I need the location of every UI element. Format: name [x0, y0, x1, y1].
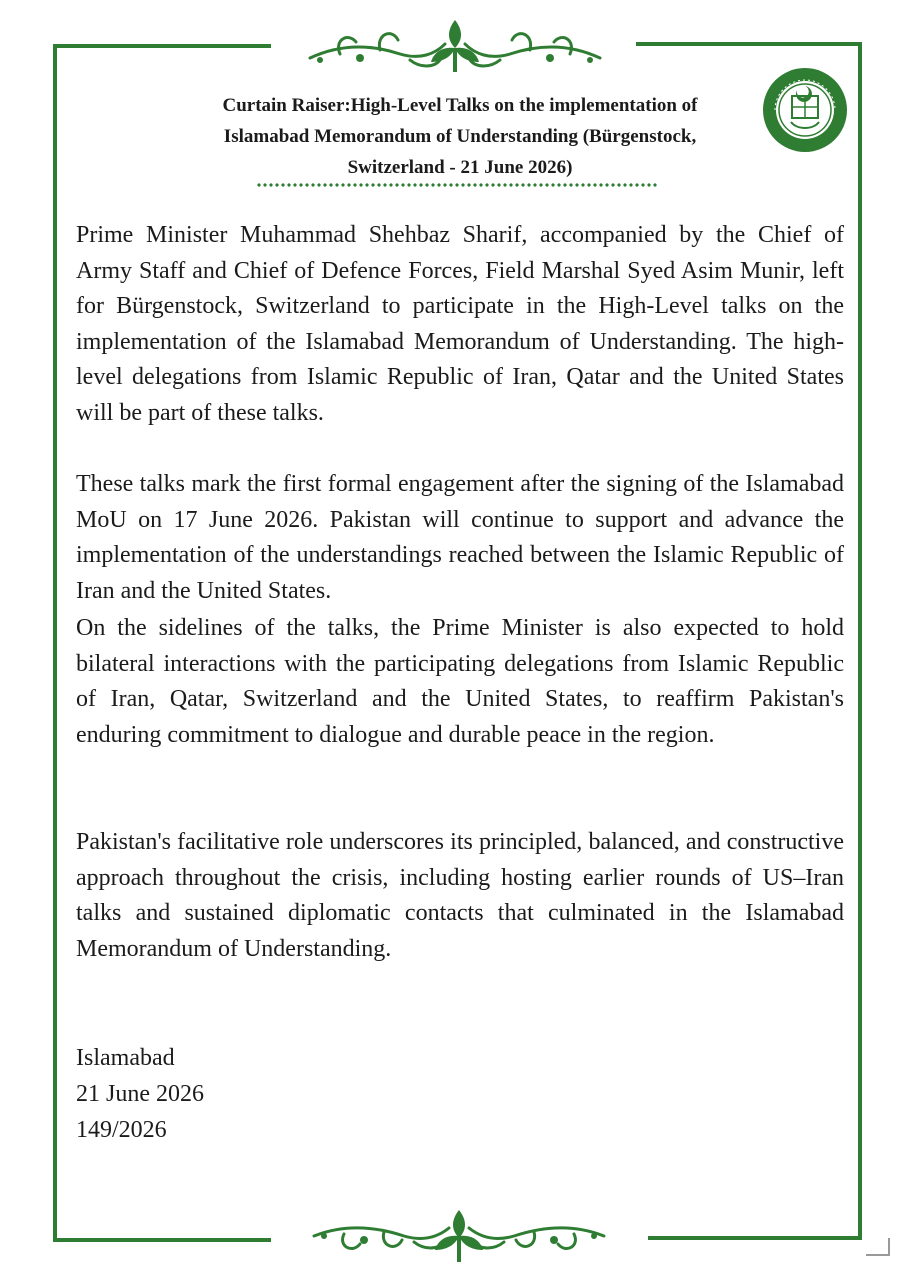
- frame-top-right: [636, 42, 862, 46]
- paragraph: These talks mark the first formal engagement after the signing of the Islamabad MoU on 17 June 2026. Pakistan will continue to support and advance the implementation of the understandings reached between the Islamic Republic of Iran and the United States.: [76, 471, 844, 604]
- title-line: Islamabad Memorandum of Understanding (Bürgenstock,: [223, 126, 697, 147]
- title-line: Switzerland - 21 June 2026): [347, 157, 573, 178]
- floral-ornament-icon: [304, 1206, 614, 1270]
- frame-bottom-right: [648, 1236, 862, 1240]
- paragraph: Pakistan's facilitative role underscores its principled, balanced, and constructive approach throughout the crisis, including hosting earlier rounds of US–Iran talks and sustained diplomatic contacts that culminated in the Islamabad Memorandum of Understanding.: [76, 829, 844, 962]
- paragraph: On the sidelines of the talks, the Prime Minister is also expected to hold bilateral interactions with the participating delegations from Islamic Republic of Iran, Qatar, Switzerland and the United States, to reaffirm Pakistan's enduring commitment to dialogue and durable peace in the region.: [76, 615, 844, 748]
- title-dotted-divider: [256, 182, 658, 188]
- floral-ornament-icon: [300, 14, 610, 78]
- paragraph: Prime Minister Muhammad Shehbaz Sharif, accompanied by the Chief of Army Staff and Chief of Defence Forces, Field Marshal Syed Asim Munir, left for Bürgenstock, Switzerland to participate in the High-Level talks on the implementation of the Islamabad Memorandum of Understanding. The high-level delegations from Islamic Republic of Iran, Qatar and the United States will be part of these talks.: [76, 222, 844, 426]
- title-line: Curtain Raiser:High-Level Talks on the implementation of: [222, 95, 698, 116]
- reference-number: 149/2026: [76, 1117, 167, 1143]
- scan-corner-mark: [866, 1238, 890, 1256]
- ministry-seal-icon: [761, 66, 849, 154]
- place-line: Islamabad: [76, 1045, 175, 1071]
- date-line: 21 June 2026: [76, 1081, 204, 1107]
- document-title: [150, 90, 770, 183]
- frame-bottom-left: [53, 1238, 271, 1242]
- frame-left: [53, 44, 57, 1242]
- frame-right: [858, 42, 862, 1238]
- frame-top-left: [53, 44, 271, 48]
